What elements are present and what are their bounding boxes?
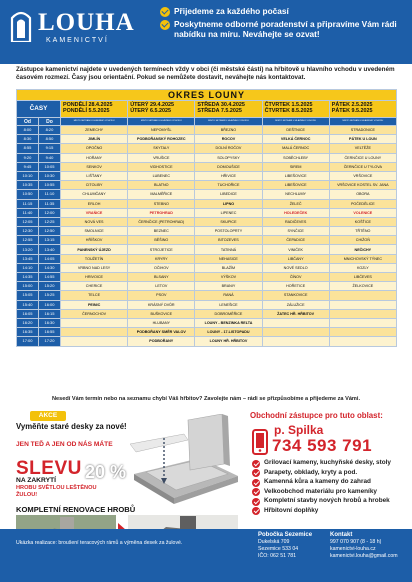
schedule-cell: ČERNČICE U TYLOVA (329, 162, 396, 171)
check-icon (252, 479, 260, 487)
schedule-row (17, 181, 397, 190)
time-to: 16:55 (39, 328, 61, 337)
time-from: 10:10 (17, 171, 39, 180)
time-from: 16:05 (17, 309, 39, 318)
schedule-cell: TATINNÁ (195, 245, 262, 254)
time-to: 16:00 (39, 300, 61, 309)
check-icon (252, 488, 260, 496)
schedule-cell: HOLEDEČEK (262, 208, 329, 217)
benefit-list (160, 6, 410, 42)
time-to: 10:30 (39, 171, 61, 180)
schedule-cell: LIBČEVES (329, 273, 396, 282)
time-from: 13:20 (17, 245, 39, 254)
time-from: 10:50 (17, 190, 39, 199)
schedule-cell: DOBROMĚŘICE (195, 309, 262, 318)
schedule-row (17, 227, 397, 236)
schedule-cell: ČEPADICE (262, 236, 329, 245)
schedule-cell: PODBOŘANSKÝ ROHOZEC (128, 135, 195, 144)
schedule-cell (61, 318, 128, 327)
time-to: 13:40 (39, 245, 61, 254)
contact-website[interactable]: kamenictvi-louha.cz (330, 545, 376, 552)
schedule-cell: LETOV (128, 282, 195, 291)
intro-text: Zástupce kamenictví najdete v uvedených termínech vždy v obci (či městské části) na hřbitově u hlavního vchodu v uvedeném časovém rozmezí. Časy jsou orientační. Pokud se nemůžete dostavit, neváhejte nás kontaktovat. (16, 66, 395, 81)
time-to: 12:00 (39, 208, 61, 217)
service-item: Kamenná kůra a kameny do zahrad (252, 478, 412, 486)
schedule-row (17, 126, 397, 135)
promo-badge: AKCE (30, 411, 66, 421)
schedule-row (17, 144, 397, 153)
schedule-row (17, 273, 397, 282)
gravestone-image (130, 414, 242, 504)
schedule-cell: TOUŽETÍN (61, 254, 128, 263)
time-from: 9:20 (17, 153, 39, 162)
schedule-row (17, 162, 397, 171)
schedule-cell: PEINIC (61, 300, 128, 309)
schedule-cell: CHIŽOŇ (329, 236, 396, 245)
day-header: PONDĚLÍ 28.4.2025 PONDĚLÍ 5.5.2025 (61, 101, 128, 118)
schedule-cell: KOZLY (329, 263, 396, 272)
promo-sleva: SLEVU (16, 458, 82, 479)
representative-heading: Obchodní zástupce pro tuto oblast: (250, 411, 383, 420)
schedule-cell: HLUBANY (128, 318, 195, 327)
schedule-cell: SKUPICE (195, 217, 262, 226)
schedule-cell: LENEŠICE (195, 300, 262, 309)
schedule-cell: VRAŇICE (61, 208, 128, 217)
schedule-row (17, 300, 397, 309)
schedule-cell (329, 300, 396, 309)
meeting-place-label: MÍSTO SETKÁNÍ U HLAVNÍHO VCHODU (128, 118, 195, 126)
schedule-cell: OPOČNO (61, 144, 128, 153)
schedule-row (17, 217, 397, 226)
schedule-cell: PANENSKÝ ÚJEZD (61, 245, 128, 254)
time-from: 11:40 (17, 208, 39, 217)
schedule-cell: BUŠKOVICE (128, 309, 195, 318)
schedule-cell: BRANIY (195, 282, 262, 291)
schedule-cell: CHERICE (61, 282, 128, 291)
schedule-cell: VRŠOVICE (329, 171, 396, 180)
time-from: 13:45 (17, 254, 39, 263)
header-banner (0, 0, 412, 64)
schedule-title: OKRES LOUNY (17, 90, 397, 101)
schedule-cell: VOLENICE (329, 208, 396, 217)
schedule-cell: KRYRY (128, 254, 195, 263)
schedule-row (17, 254, 397, 263)
time-to: 12:25 (39, 217, 61, 226)
schedule-row (17, 282, 397, 291)
promo-hrobu: HROBU SVĚTLOU LEŠTĚNOU ŽULOU! (16, 485, 97, 498)
representative-phone[interactable]: 734 593 791 (272, 436, 373, 455)
time-from: 15:00 (17, 282, 39, 291)
schedule-cell (262, 318, 329, 327)
schedule-row (17, 199, 397, 208)
schedule-cell: PODBOŘANY (128, 337, 195, 346)
time-from: 8:55 (17, 144, 39, 153)
schedule-row (17, 291, 397, 300)
day-header: ČTVRTEK 1.5.2025 ČTVRTEK 8.5.2025 (262, 101, 329, 118)
service-item: Velkoobchod materiálu pro kameníky (252, 488, 412, 496)
day-header: ÚTERÝ 29.4.2025 ÚTERÝ 6.5.2025 (128, 101, 195, 118)
schedule-cell: RADIČEVES (262, 217, 329, 226)
time-to: 12:50 (39, 227, 61, 236)
schedule-cell: LUBENEC (128, 171, 195, 180)
schedule-cell: MALMĚŘICE (128, 190, 195, 199)
schedule-cell: STROJETICE (128, 245, 195, 254)
service-item: Parapety, obklady, kryty a pod. (252, 469, 412, 477)
schedule-cell: BĚŠINO (128, 236, 195, 245)
schedule-cell (61, 328, 128, 337)
schedule-cell: PSOV (128, 291, 195, 300)
schedule-cell: ČERNČICE (PETROHRAD) (128, 217, 195, 226)
schedule-cell: ZÁLUŽICE (262, 300, 329, 309)
promo-na-zakryti: NA ZAKRYTÍ (16, 477, 56, 484)
time-from: 14:35 (17, 273, 39, 282)
schedule-cell: NEČICHY (329, 245, 396, 254)
schedule-cell (329, 318, 396, 327)
time-to: 14:55 (39, 273, 61, 282)
schedule-cell: BŘEZNO (195, 126, 262, 135)
schedule-cell: NEPOMYŠL (128, 126, 195, 135)
schedule-cell: BITOZEVES (195, 236, 262, 245)
schedule-cell: CHLUMČANY (61, 190, 128, 199)
schedule-cell: STRADONICE (329, 126, 396, 135)
schedule-cell: POČEDĚLICE (329, 199, 396, 208)
schedule-cell: LIBEŠOVICE (262, 181, 329, 190)
schedule-cell: DOLNÍ ROČOV (195, 144, 262, 153)
schedule-cell: LOUNY HŘ. HŘBITOV (195, 337, 262, 346)
schedule-cell (61, 337, 128, 346)
promo-condition: JEN TEĎ A JEN OD NÁS MÁTE (16, 441, 113, 448)
schedule-cell: OČIHOV (128, 263, 195, 272)
time-from: 11:15 (17, 199, 39, 208)
meeting-place-label: MÍSTO SETKÁNÍ U HLAVNÍHO VCHODU (61, 118, 128, 126)
schedule-cell: ZEMECHY (61, 126, 128, 135)
schedule-row (17, 337, 397, 346)
brand-name: LOUHA (38, 9, 135, 36)
time-from: 17:00 (17, 337, 39, 346)
schedule-cell: ŽATEC HŘ. HŘBITOV (262, 309, 329, 318)
time-from: 8:30 (17, 135, 39, 144)
schedule-cell: MALÁ ČERNOC (262, 144, 329, 153)
time-from: 8:00 (17, 126, 39, 135)
service-item: Kompletní stavby nových hrobů a hrobek (252, 497, 412, 505)
time-from: 16:20 (17, 318, 39, 327)
schedule-cell: ROCOV (195, 135, 262, 144)
schedule-cell: ČÍNOV (262, 273, 329, 282)
schedule-cell: PÁTEK U LOUN (329, 135, 396, 144)
schedule-cell: SKYTALY (128, 144, 195, 153)
schedule-cell: LIBEDICE (195, 190, 262, 199)
time-from: 12:30 (17, 227, 39, 236)
schedule-cell: VIDHOSTICE (128, 162, 195, 171)
schedule-cell: ŽELEČ (262, 199, 329, 208)
schedule-row (17, 318, 397, 327)
schedule-cell (262, 337, 329, 346)
time-to: 15:25 (39, 291, 61, 300)
time-from: 15:40 (17, 300, 39, 309)
to-label: Do (39, 118, 61, 126)
schedule-cell: LOUNY - BENZINKA RELTA (195, 318, 262, 327)
schedule-cell: VELTĚŽE (329, 144, 396, 153)
schedule-cell: MNICHOVSKÝ TÝNEC (329, 254, 396, 263)
schedule-body (17, 126, 397, 347)
service-list (252, 459, 412, 517)
schedule-cell: JIMLÍN (61, 135, 128, 144)
time-to: 10:55 (39, 181, 61, 190)
time-to: 16:15 (39, 309, 61, 318)
time-to: 10:05 (39, 162, 61, 171)
time-to: 11:35 (39, 199, 61, 208)
schedule-cell (329, 328, 396, 337)
renovation-heading: KOMPLETNÍ RENOVACE HROBŮ (16, 505, 136, 514)
service-item: Hřbitovní doplňky (252, 507, 412, 515)
time-to: 14:05 (39, 254, 61, 263)
schedule-cell: BLAŽÍM (195, 263, 262, 272)
schedule-row (17, 263, 397, 272)
time-to: 8:20 (39, 126, 61, 135)
from-label: Od (17, 118, 39, 126)
schedule-cell: CITOLIBY (61, 181, 128, 190)
check-icon (160, 7, 170, 17)
schedule-cell: LIPENEC (195, 208, 262, 217)
schedule-row (17, 208, 397, 217)
brand-subtitle: KAMENICTVÍ (46, 37, 109, 44)
check-icon (252, 507, 260, 515)
contact-phone[interactable]: 997 070 907 (8 - 18 h) (330, 539, 382, 545)
day-header: PÁTEK 2.5.2025 PÁTEK 9.5.2025 (329, 101, 396, 118)
schedule-cell: NECHLUMY (262, 190, 329, 199)
schedule-cell: ČERNOCHOV (61, 309, 128, 318)
schedule-row (17, 245, 397, 254)
schedule-row (17, 236, 397, 245)
benefit-item: Přijedeme za každého počasí (160, 6, 410, 16)
schedule-row (17, 328, 397, 337)
schedule-note: Nesedí Vám termín nebo na seznamu chybí Váš hřbitov? Zavolejte nám – rádi se přizpůsobíme a přijedeme za Vámi. (51, 396, 361, 402)
schedule-cell: HŘÍŠKOV (61, 236, 128, 245)
schedule-cell: SENKOV (61, 162, 128, 171)
contact-email[interactable]: kamenictvi.louha@gmail.com (330, 552, 398, 559)
check-icon (160, 20, 170, 30)
schedule-table (16, 89, 397, 347)
schedule-cell: TŘTĚNO (329, 227, 396, 236)
representative-name: p. Spilka (274, 423, 324, 437)
time-from: 9:45 (17, 162, 39, 171)
schedule-cell: TELCE (61, 291, 128, 300)
schedule-cell: BLSANY (128, 273, 195, 282)
time-from: 14:10 (17, 263, 39, 272)
schedule-cell: VÝŠKOV (195, 273, 262, 282)
time-to: 15:20 (39, 282, 61, 291)
schedule-cell: HRIVOICE (61, 273, 128, 282)
time-from: 16:35 (17, 328, 39, 337)
service-item: Grilovací kameny, kuchyňské desky, stoly (252, 459, 412, 467)
schedule-cell: ŽELKOVICE (329, 282, 396, 291)
schedule-cell: KOŠŤICE (329, 217, 396, 226)
check-icon (252, 469, 260, 477)
time-to: 16:30 (39, 318, 61, 327)
schedule-cell: POSTOLOPRTY (195, 227, 262, 236)
promo-percent: 20 % (85, 462, 127, 482)
time-from: 12:55 (17, 236, 39, 245)
meeting-place-label: MÍSTO SETKÁNÍ U HLAVNÍHO VCHODU (262, 118, 329, 126)
schedule-cell: PODBOŘANY SMĚR VALOV (128, 328, 195, 337)
meeting-place-label: MÍSTO SETKÁNÍ U HLAVNÍHO VCHODU (329, 118, 396, 126)
schedule-cell: VRUŠICE (128, 153, 195, 162)
schedule-cell: SOBĚCHLEBY (262, 153, 329, 162)
schedule-cell: LIBČANY (262, 254, 329, 263)
check-icon (252, 460, 260, 468)
branch-info: Pobočka Sezemice Dukelská 709 Sezemice 533 04 IČO: 062 51 781 (258, 532, 313, 559)
schedule-cell (329, 291, 396, 300)
contact-info: Kontakt 997 070 907 (8 - 18 h) kamenictvi-louha.cz kamenictvi.louha@gmail.com (330, 531, 412, 559)
schedule-cell: OBORA (329, 190, 396, 199)
schedule-cell: NOVÁ VES (61, 217, 128, 226)
schedule-row (17, 171, 397, 180)
time-from: 15:05 (17, 291, 39, 300)
schedule-cell: BEZNEC (128, 227, 195, 236)
schedule-cell: ČERNČICE U LOUNY (329, 153, 396, 162)
schedule-cell: VINIČEK (262, 245, 329, 254)
schedule-cell: RANÁ (195, 291, 262, 300)
schedule-cell: KRÁSNÝ DVŮR (128, 300, 195, 309)
schedule-cell: NOVÉ SEDLO (262, 263, 329, 272)
schedule-cell: DEŠTNICE (262, 126, 329, 135)
phone-icon[interactable] (252, 429, 268, 455)
schedule-cell: SMOLNICE (61, 227, 128, 236)
schedule-cell: HŘIVICE (195, 171, 262, 180)
schedule-cell (329, 309, 396, 318)
schedule-cell: LIBEŠOVICE (262, 171, 329, 180)
schedule-cell: HOŘETICE (262, 282, 329, 291)
schedule-cell (329, 337, 396, 346)
time-to: 11:10 (39, 190, 61, 199)
schedule-cell: BLATNO (128, 181, 195, 190)
meeting-place-label: MÍSTO SETKÁNÍ U HLAVNÍHO VCHODU (195, 118, 262, 126)
louha-logo[interactable] (6, 6, 146, 50)
time-to: 13:15 (39, 236, 61, 245)
schedule-cell: TUCHOŘICE (195, 181, 262, 190)
schedule-cell: DOMOUŠICE (195, 162, 262, 171)
day-header: STŘEDA 30.4.2025 STŘEDA 7.5.2025 (195, 101, 262, 118)
time-to: 9:40 (39, 153, 61, 162)
time-to: 14:30 (39, 263, 61, 272)
schedule-cell: LOUNY - 17.LISTOPADU (195, 328, 262, 337)
schedule-cell (262, 328, 329, 337)
schedule-cell: VELKÁ ČERNOC (262, 135, 329, 144)
schedule-cell: PETROHRAD (128, 208, 195, 217)
stone-mark-icon (8, 8, 34, 42)
schedule-cell: STEBNO (128, 199, 195, 208)
time-from: 12:05 (17, 217, 39, 226)
check-icon (252, 498, 260, 506)
schedule-cell: LIŠŤANY (61, 171, 128, 180)
schedule-cell: SOLOPYSKY (195, 153, 262, 162)
schedule-cell: HOŘANY (61, 153, 128, 162)
schedule-cell: SIREM (262, 162, 329, 171)
schedule-row (17, 190, 397, 199)
schedule-row (17, 309, 397, 318)
schedule-cell: NEHASICE (195, 254, 262, 263)
schedule-cell: VRBNO NAD LESY (61, 263, 128, 272)
schedule-cell: LIPNO (195, 199, 262, 208)
schedule-cell: VRŠOVICE KOSTEL SV. JANA (329, 181, 396, 190)
time-to: 8:50 (39, 135, 61, 144)
schedule-row (17, 153, 397, 162)
times-label: ČASY (17, 101, 61, 118)
time-to: 9:15 (39, 144, 61, 153)
benefit-item: Poskytneme odborné poradenství a připravíme Vám rádi nabídku na míru. Neváhejte se ozvat! (160, 19, 410, 39)
time-to: 17:20 (39, 337, 61, 346)
time-from: 10:35 (17, 181, 39, 190)
schedule-cell: ERLOH (61, 199, 128, 208)
schedule-cell: SYNČICE (262, 227, 329, 236)
schedule-row (17, 135, 397, 144)
renovation-caption: Ukázka realizace: broušení teracových rámů a výměna desek za žulové. (16, 540, 183, 546)
schedule-cell: STANKOVICE (262, 291, 329, 300)
promo-heading: Vyměňte staré desky za nové! (16, 422, 127, 431)
